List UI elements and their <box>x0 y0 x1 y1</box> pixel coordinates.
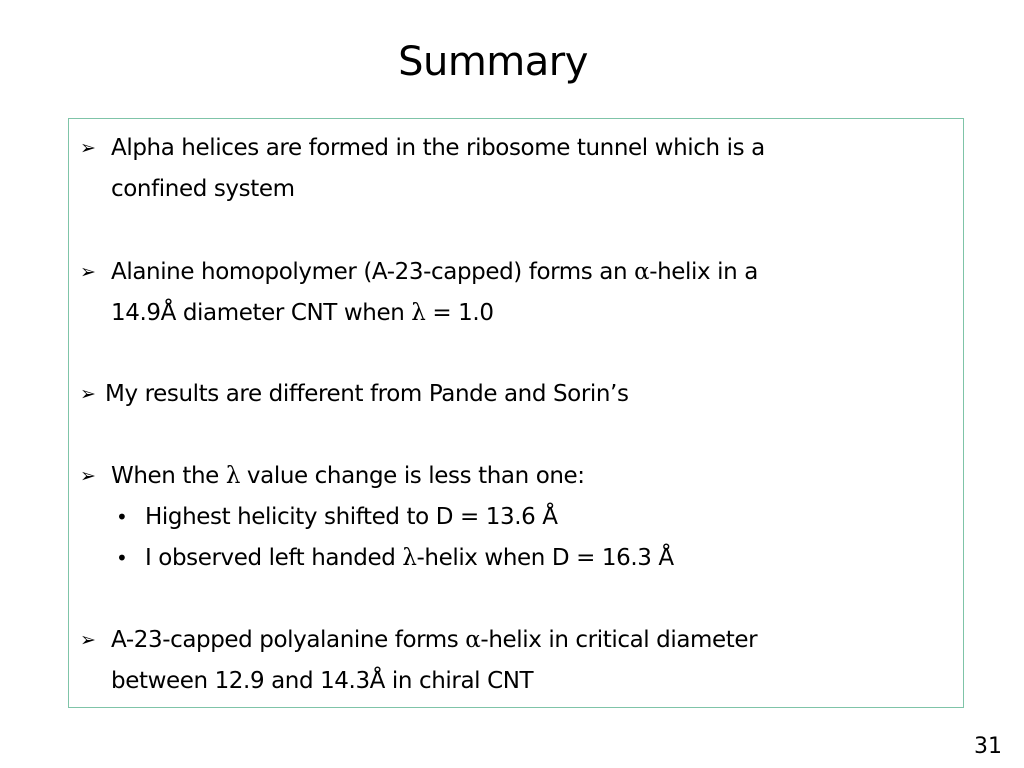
arrow-bullet-icon: ➢ <box>80 465 96 487</box>
bullet-3-line-1: My results are different from Pande and Sorin’s <box>105 381 629 407</box>
lambda-symbol: λ <box>402 545 417 571</box>
arrow-bullet-icon: ➢ <box>80 629 96 651</box>
slide-title: Summary <box>398 39 588 85</box>
alpha-symbol: α <box>634 259 650 285</box>
arrow-bullet-icon: ➢ <box>80 383 96 405</box>
sub-bullet-2 <box>145 538 674 578</box>
bullet-2-text-b: -helix in a <box>649 259 758 285</box>
bullet-2-line-1 <box>111 252 758 292</box>
sub-bullet-2-text-a: I observed left handed <box>145 545 403 571</box>
bullet-5-line-1 <box>111 620 757 660</box>
bullet-2-text-c: 14.9Å diameter CNT when <box>111 300 412 326</box>
bullet-5-text-a: A-23-capped polyalanine forms <box>111 627 466 653</box>
bullet-2-line-2 <box>111 293 494 333</box>
dot-bullet-icon: • <box>116 546 128 570</box>
arrow-bullet-icon: ➢ <box>80 261 96 283</box>
bullet-2-text-a: Alanine homopolymer (A-23-capped) forms an <box>111 259 635 285</box>
page-number: 31 <box>974 734 1002 759</box>
alpha-symbol: α <box>465 627 481 653</box>
bullet-2-text-d: = 1.0 <box>425 300 494 326</box>
bullet-1-line-2: confined system <box>111 176 295 202</box>
bullet-4-text-b: value change is less than one: <box>240 463 585 489</box>
bullet-4-line-1 <box>111 456 585 496</box>
lambda-symbol: λ <box>411 300 426 326</box>
arrow-bullet-icon: ➢ <box>80 137 96 159</box>
bullet-5-text-b: -helix in critical diameter <box>480 627 758 653</box>
lambda-symbol: λ <box>225 463 241 489</box>
bullet-4-text-a: When the <box>111 463 226 489</box>
bullet-1-line-1: Alpha helices are formed in the ribosome tunnel which is a <box>111 135 765 161</box>
sub-bullet-2-text-b: -helix when D = 16.3 Å <box>416 545 674 571</box>
dot-bullet-icon: • <box>116 505 128 529</box>
sub-bullet-1: Highest helicity shifted to D = 13.6 Å <box>145 504 558 530</box>
bullet-5-line-2: between 12.9 and 14.3Å in chiral CNT <box>111 668 534 694</box>
